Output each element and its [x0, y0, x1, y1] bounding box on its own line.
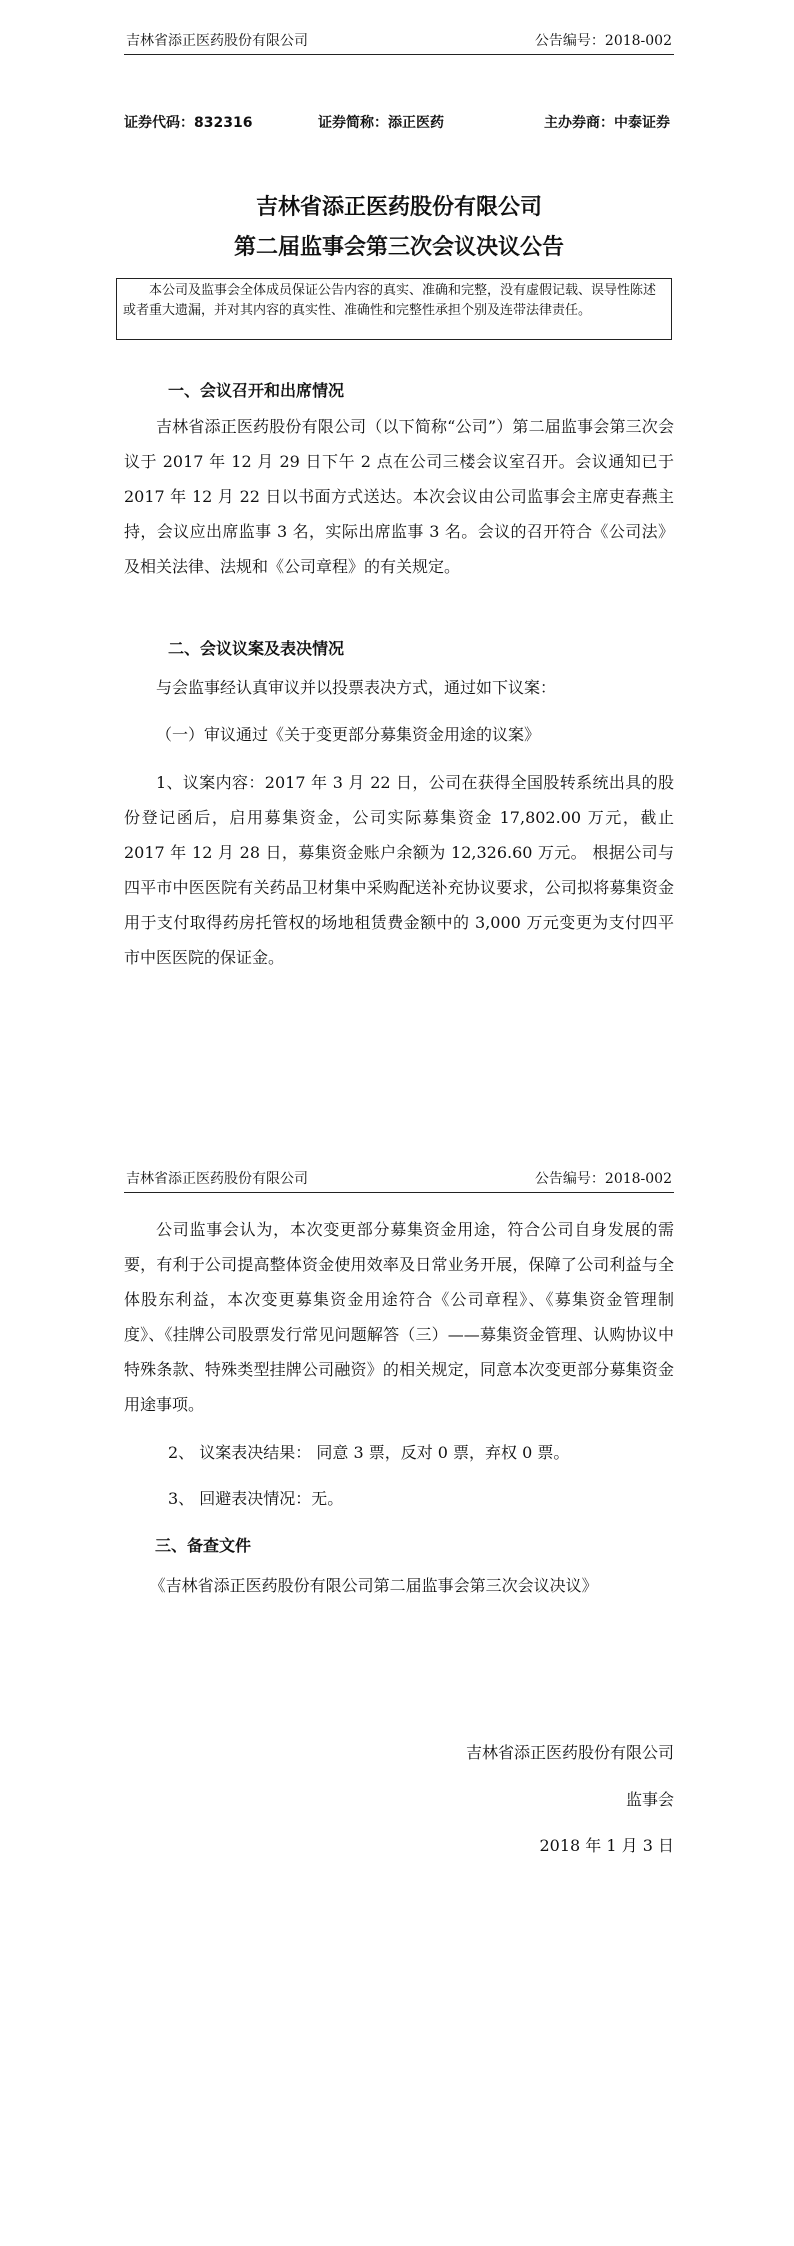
header-company: 吉林省添正医药股份有限公司 — [126, 33, 308, 49]
security-code: 证券代码：832316 — [124, 115, 253, 131]
section2-opinion: 公司监事会认为，本次变更部分募集资金用途，符合公司自身发展的需要，有利于公司提高整体资金使用效率及日常业务开展，保障了公司利益与全体股东利益，本次变更募集资金用途符合《公司章程》、《募集资金管理制度》、《挂牌公司股票发行常见问题解答（三）——募集资金管理、认购协议中特殊条款、特殊类型挂牌公司融资》的相关规定，同意本次变更部分募集资金用途事项。 — [124, 1220, 674, 1414]
broker: 主办券商：中泰证券 — [544, 115, 670, 131]
signature-dept: 监事会 — [625, 1790, 674, 1809]
header-announcement-no: 公告编号：2018-002 — [534, 33, 672, 49]
title-line2: 第二届监事会第三次会议决议公告 — [233, 235, 564, 260]
recusal: 3、 回避表决情况：无。 — [168, 1489, 344, 1508]
page-header-2 — [124, 1166, 674, 1193]
security-info — [124, 112, 674, 136]
security-short-name: 证券简称：添正医药 — [318, 115, 444, 131]
section2-heading: 二、会议议案及表决情况 — [168, 639, 345, 658]
page-header — [124, 28, 674, 55]
section3-heading: 三、备查文件 — [155, 1536, 252, 1555]
section1-heading: 一、会议召开和出席情况 — [168, 381, 345, 400]
title-line1: 吉林省添正医药股份有限公司 — [255, 195, 542, 220]
header-announcement-no-2: 公告编号：2018-002 — [534, 1171, 672, 1187]
section2-intro: 与会监事经认真审议并以投票表决方式，通过如下议案： — [156, 678, 557, 697]
vote-result: 2、 议案表决结果： 同意 3 票，反对 0 票，弃权 0 票。 — [168, 1443, 570, 1462]
signature-company: 吉林省添正医药股份有限公司 — [465, 1743, 674, 1762]
signature-date: 2018 年 1 月 3 日 — [539, 1836, 674, 1855]
section2-item-content: 1、议案内容：2017 年 3 月 22 日，公司在获得全国股转系统出具的股份登记函后，启用募集资金，公司实际募集资金 17,802.00 万元，截止 2017 年 12 月 28 日，募集资金账户余额为 12,326.60 万元。 根据公司与四平市中医医院有关药品卫材集中采购配送补充协议要求，公司拟将募集资金用于支付取得药房托管权的场地租赁费金额中的 3,000 万元变更为支付四平市中医医院的保证金。 — [124, 773, 674, 967]
header-company-2: 吉林省添正医药股份有限公司 — [126, 1171, 308, 1187]
section2-item-title: （一）审议通过《关于变更部分募集资金用途的议案》 — [156, 725, 541, 744]
section1-body: 吉林省添正医药股份有限公司（以下简称“公司”）第二届监事会第三次会议于 2017 年 12 月 29 日下午 2 点在公司三楼会议室召开。会议通知已于 2017 年 12 月 22 日以书面方式送达。本次会议由公司监事会主席吏春燕主持，会议应出席监事 3 名，实际出席监事 3 名。会议的召开符合《公司法》及相关法律、法规和《公司章程》的有关规定。 — [124, 417, 674, 576]
notice-box: 本公司及监事会全体成员保证公告内容的真实、准确和完整，没有虚假记载、误导性陈述或者重大遗漏，并对其内容的真实性、准确性和完整性承担个别及连带法律责任。 — [116, 278, 672, 340]
section3-doc: 《吉林省添正医药股份有限公司第二届监事会第三次会议决议》 — [149, 1576, 598, 1595]
